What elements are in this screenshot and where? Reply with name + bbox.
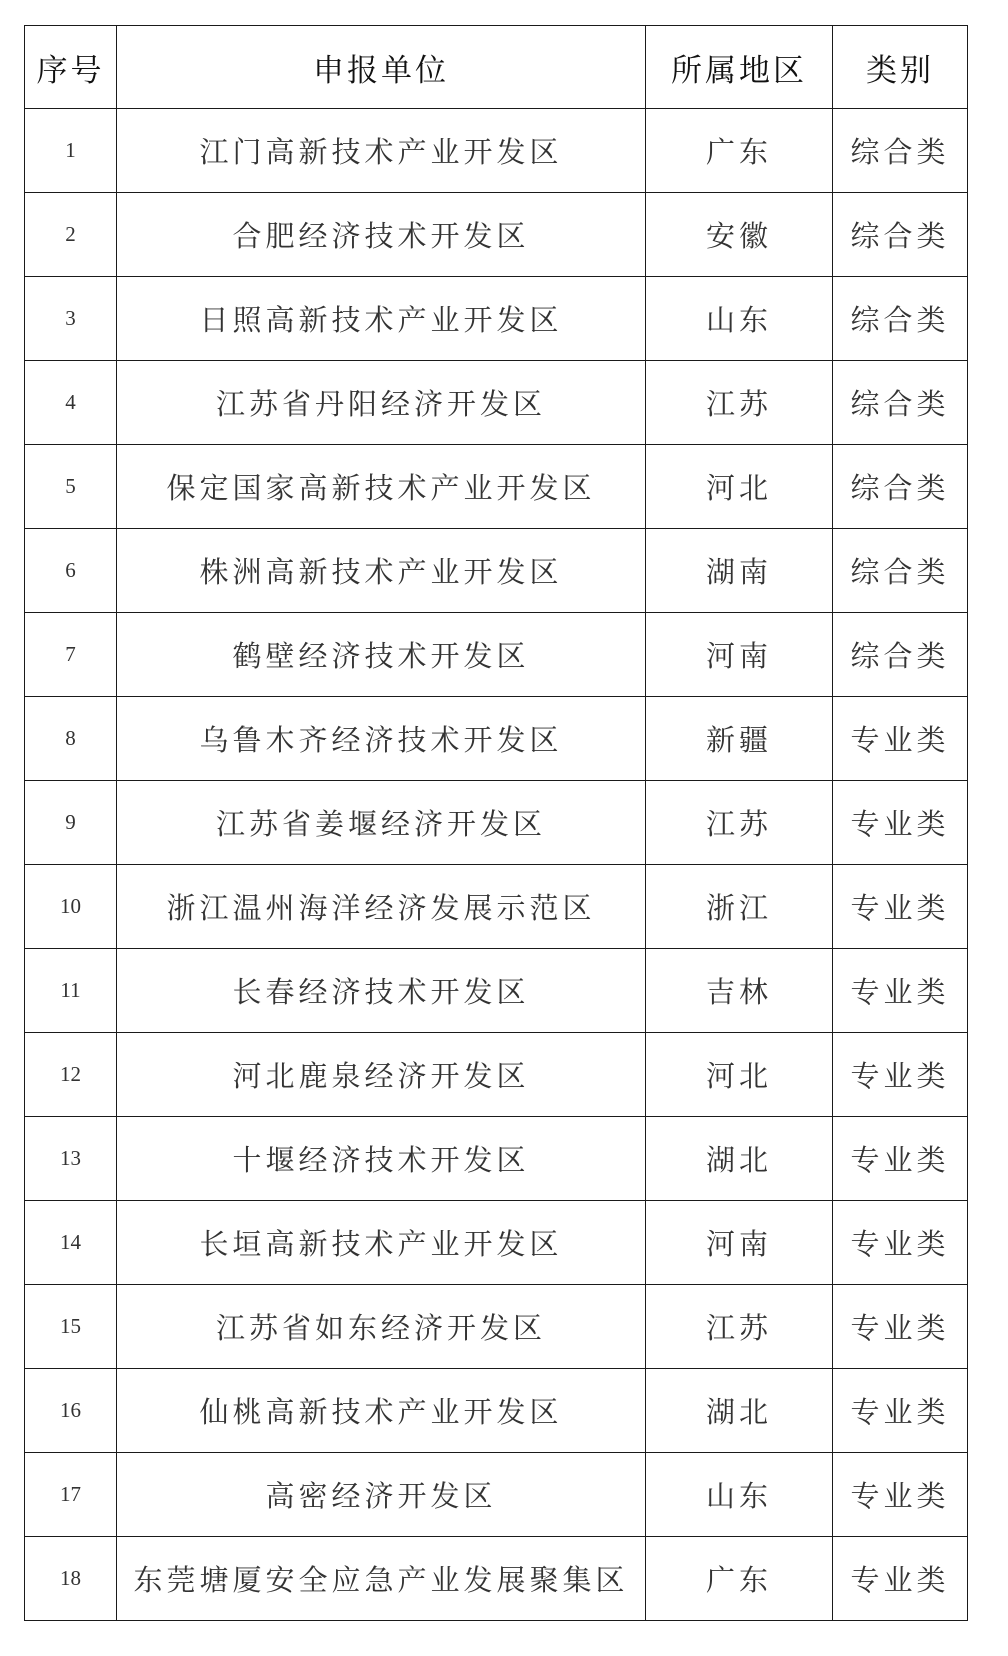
table-header bbox=[25, 26, 968, 109]
cell-unit: 仙桃高新技术产业开发区 bbox=[117, 1369, 646, 1453]
cell-unit: 合肥经济技术开发区 bbox=[117, 193, 646, 277]
table-row bbox=[25, 613, 968, 697]
cell-seq: 3 bbox=[25, 277, 117, 361]
header-region: 所属地区 bbox=[646, 26, 833, 109]
cell-seq: 17 bbox=[25, 1453, 117, 1537]
cell-region: 新疆 bbox=[646, 697, 833, 781]
cell-category: 专业类 bbox=[833, 781, 968, 865]
cell-unit: 高密经济开发区 bbox=[117, 1453, 646, 1537]
cell-seq: 7 bbox=[25, 613, 117, 697]
cell-region: 湖北 bbox=[646, 1369, 833, 1453]
cell-seq: 14 bbox=[25, 1201, 117, 1285]
header-unit: 申报单位 bbox=[117, 26, 646, 109]
cell-unit: 鹤壁经济技术开发区 bbox=[117, 613, 646, 697]
cell-unit: 东莞塘厦安全应急产业发展聚集区 bbox=[117, 1537, 646, 1621]
cell-category: 专业类 bbox=[833, 1453, 968, 1537]
cell-unit: 浙江温州海洋经济发展示范区 bbox=[117, 865, 646, 949]
cell-category: 综合类 bbox=[833, 529, 968, 613]
table-row bbox=[25, 1537, 968, 1621]
cell-unit: 日照高新技术产业开发区 bbox=[117, 277, 646, 361]
cell-category: 综合类 bbox=[833, 277, 968, 361]
cell-unit: 十堰经济技术开发区 bbox=[117, 1117, 646, 1201]
cell-category: 综合类 bbox=[833, 109, 968, 193]
cell-seq: 2 bbox=[25, 193, 117, 277]
cell-region: 湖北 bbox=[646, 1117, 833, 1201]
cell-category: 综合类 bbox=[833, 361, 968, 445]
cell-region: 山东 bbox=[646, 277, 833, 361]
cell-seq: 13 bbox=[25, 1117, 117, 1201]
table-row bbox=[25, 1201, 968, 1285]
cell-seq: 1 bbox=[25, 109, 117, 193]
cell-category: 综合类 bbox=[833, 613, 968, 697]
cell-unit: 江苏省丹阳经济开发区 bbox=[117, 361, 646, 445]
cell-region: 浙江 bbox=[646, 865, 833, 949]
cell-category: 专业类 bbox=[833, 1537, 968, 1621]
cell-seq: 16 bbox=[25, 1369, 117, 1453]
table-row bbox=[25, 697, 968, 781]
cell-region: 河南 bbox=[646, 1201, 833, 1285]
cell-unit: 江门高新技术产业开发区 bbox=[117, 109, 646, 193]
cell-seq: 6 bbox=[25, 529, 117, 613]
table-row bbox=[25, 277, 968, 361]
cell-unit: 河北鹿泉经济开发区 bbox=[117, 1033, 646, 1117]
cell-unit: 长垣高新技术产业开发区 bbox=[117, 1201, 646, 1285]
cell-seq: 8 bbox=[25, 697, 117, 781]
table-row bbox=[25, 1285, 968, 1369]
cell-region: 河北 bbox=[646, 445, 833, 529]
cell-region: 河南 bbox=[646, 613, 833, 697]
cell-unit: 长春经济技术开发区 bbox=[117, 949, 646, 1033]
cell-region: 江苏 bbox=[646, 361, 833, 445]
table-row bbox=[25, 361, 968, 445]
cell-region: 吉林 bbox=[646, 949, 833, 1033]
cell-region: 江苏 bbox=[646, 781, 833, 865]
cell-region: 山东 bbox=[646, 1453, 833, 1537]
cell-seq: 18 bbox=[25, 1537, 117, 1621]
cell-region: 湖南 bbox=[646, 529, 833, 613]
cell-category: 综合类 bbox=[833, 193, 968, 277]
cell-region: 江苏 bbox=[646, 1285, 833, 1369]
cell-unit: 保定国家高新技术产业开发区 bbox=[117, 445, 646, 529]
cell-unit: 乌鲁木齐经济技术开发区 bbox=[117, 697, 646, 781]
cell-region: 河北 bbox=[646, 1033, 833, 1117]
cell-category: 专业类 bbox=[833, 1285, 968, 1369]
applicant-units-table bbox=[24, 25, 968, 1621]
cell-category: 专业类 bbox=[833, 1033, 968, 1117]
table-row bbox=[25, 781, 968, 865]
cell-region: 广东 bbox=[646, 109, 833, 193]
cell-category: 专业类 bbox=[833, 697, 968, 781]
table-row bbox=[25, 109, 968, 193]
table-row bbox=[25, 193, 968, 277]
header-category: 类别 bbox=[833, 26, 968, 109]
header-row bbox=[25, 26, 968, 109]
cell-category: 专业类 bbox=[833, 1201, 968, 1285]
table-row bbox=[25, 865, 968, 949]
table-row bbox=[25, 1453, 968, 1537]
cell-seq: 10 bbox=[25, 865, 117, 949]
cell-category: 专业类 bbox=[833, 1369, 968, 1453]
cell-region: 广东 bbox=[646, 1537, 833, 1621]
cell-category: 专业类 bbox=[833, 1117, 968, 1201]
table-body bbox=[25, 109, 968, 1621]
table-row bbox=[25, 529, 968, 613]
table-row bbox=[25, 949, 968, 1033]
cell-seq: 12 bbox=[25, 1033, 117, 1117]
header-seq: 序号 bbox=[25, 26, 117, 109]
cell-seq: 9 bbox=[25, 781, 117, 865]
cell-seq: 15 bbox=[25, 1285, 117, 1369]
cell-category: 专业类 bbox=[833, 949, 968, 1033]
table-row bbox=[25, 1033, 968, 1117]
cell-unit: 江苏省如东经济开发区 bbox=[117, 1285, 646, 1369]
cell-category: 综合类 bbox=[833, 445, 968, 529]
table-row bbox=[25, 445, 968, 529]
cell-seq: 11 bbox=[25, 949, 117, 1033]
cell-seq: 4 bbox=[25, 361, 117, 445]
cell-category: 专业类 bbox=[833, 865, 968, 949]
cell-region: 安徽 bbox=[646, 193, 833, 277]
cell-unit: 株洲高新技术产业开发区 bbox=[117, 529, 646, 613]
table-row bbox=[25, 1369, 968, 1453]
cell-unit: 江苏省姜堰经济开发区 bbox=[117, 781, 646, 865]
table-row bbox=[25, 1117, 968, 1201]
cell-seq: 5 bbox=[25, 445, 117, 529]
